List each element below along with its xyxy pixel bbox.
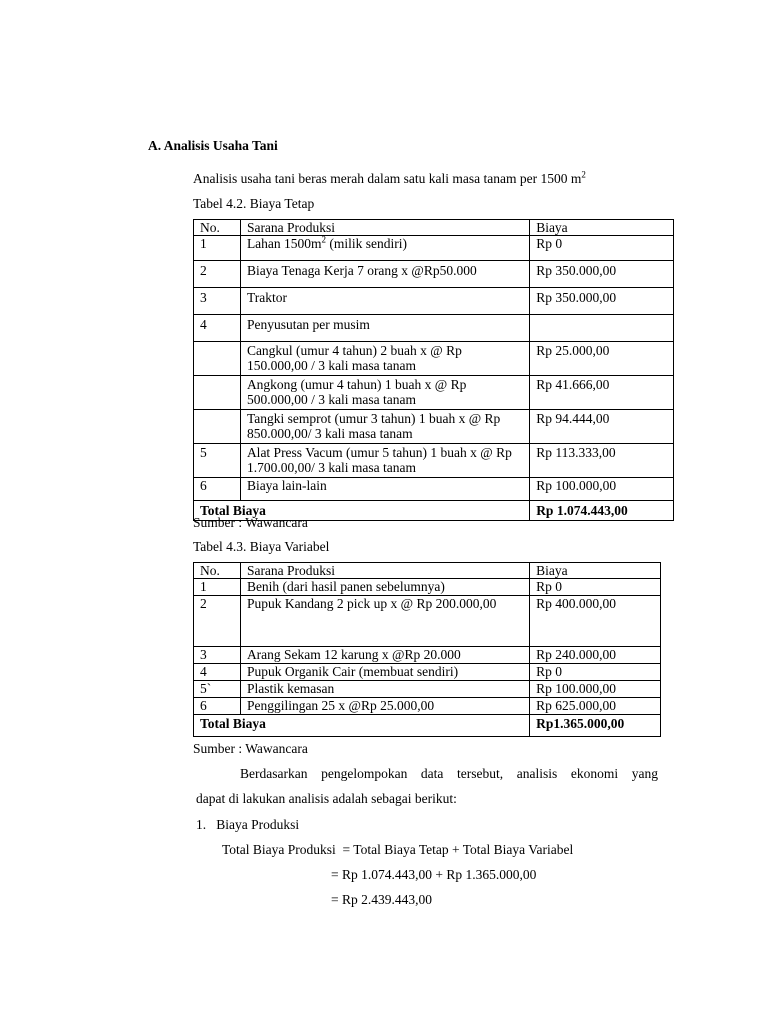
table-row — [194, 596, 661, 647]
row-no: 3 — [194, 288, 241, 315]
row-item: Angkong (umur 4 tahun) 1 buah x @ Rp 500.000,00 / 3 kali masa tanam — [240, 376, 529, 410]
intro-text-main: Analisis usaha tani beras merah dalam satu kali masa tanam per 1500 m — [193, 171, 582, 186]
formula-line-1: Total Biaya Produksi = Total Biaya Tetap + Total Biaya Variabel — [222, 842, 574, 857]
table-row — [194, 664, 661, 681]
header-item: Sarana Produksi — [240, 220, 529, 236]
table-row — [194, 315, 674, 342]
total-row — [194, 715, 661, 737]
header-cost: Biaya — [530, 563, 661, 579]
total-label: Total Biaya — [194, 501, 530, 521]
table1-caption: Tabel 4.2. Biaya Tetap — [193, 196, 315, 211]
total-label: Total Biaya — [194, 715, 530, 737]
total-value: Rp 1.074.443,00 — [530, 501, 674, 521]
row-cost: Rp 0 — [530, 579, 661, 596]
row-no — [194, 376, 241, 410]
row-item-text-after: (milik sendiri) — [326, 236, 408, 251]
row-no: 3 — [194, 647, 241, 664]
header-cost: Biaya — [530, 220, 674, 236]
table-row — [194, 698, 661, 715]
table2-caption: Tabel 4.3. Biaya Variabel — [193, 539, 330, 554]
section-title: A. Analisis Usaha Tani — [148, 138, 278, 153]
table-row — [194, 444, 674, 478]
row-no: 1 — [194, 579, 241, 596]
row-no: 5 — [194, 444, 241, 478]
table-header-row — [194, 563, 661, 579]
variable-cost-table — [193, 562, 661, 737]
row-cost: Rp 100.000,00 — [530, 478, 674, 501]
row-cost: Rp 0 — [530, 664, 661, 681]
row-item: Arang Sekam 12 karung x @Rp 20.000 — [240, 647, 529, 664]
header-item: Sarana Produksi — [240, 563, 529, 579]
table-row — [194, 236, 674, 261]
row-item-superscript: 2 — [321, 234, 327, 245]
row-cost: Rp 100.000,00 — [530, 681, 661, 698]
table1-source: Sumber : Wawancara — [193, 515, 308, 530]
row-no: 6 — [194, 698, 241, 715]
paragraph-line-1: Berdasarkan pengelompokan data tersebut, analisis ekonomi yang — [240, 766, 658, 781]
row-cost — [530, 315, 674, 342]
row-no: 6 — [194, 478, 241, 501]
table2-source: Sumber : Wawancara — [193, 741, 308, 756]
row-no: 1 — [194, 236, 241, 261]
row-cost: Rp 625.000,00 — [530, 698, 661, 715]
header-no: No. — [194, 220, 241, 236]
row-cost: Rp 25.000,00 — [530, 342, 674, 376]
row-item-text: Lahan 1500m — [246, 236, 322, 251]
row-no — [194, 342, 241, 376]
header-no: No. — [194, 563, 241, 579]
table-header-row — [194, 220, 674, 236]
table-row — [194, 410, 674, 444]
table-row — [194, 647, 661, 664]
row-cost: Rp 400.000,00 — [530, 596, 661, 647]
row-no: 2 — [194, 261, 241, 288]
row-cost: Rp 41.666,00 — [530, 376, 674, 410]
intro-text — [193, 171, 586, 187]
row-cost: Rp 350.000,00 — [530, 261, 674, 288]
row-item: Biaya Tenaga Kerja 7 orang x @Rp50.000 — [240, 261, 529, 288]
row-cost: Rp 0 — [530, 236, 674, 261]
row-item: Cangkul (umur 4 tahun) 2 buah x @ Rp 150.000,00 / 3 kali masa tanam — [240, 342, 529, 376]
table-row — [194, 342, 674, 376]
row-item: Alat Press Vacum (umur 5 tahun) 1 buah x @ Rp 1.700.00,00/ 3 kali masa tanam — [240, 444, 529, 478]
row-cost: Rp 350.000,00 — [530, 288, 674, 315]
row-item: Penyusutan per musim — [240, 315, 529, 342]
paragraph-line-2: dapat di lakukan analisis adalah sebagai berikut: — [196, 791, 457, 806]
fixed-cost-table — [193, 219, 674, 521]
row-cost: Rp 113.333,00 — [530, 444, 674, 478]
row-item: Tangki semprot (umur 3 tahun) 1 buah x @ Rp 850.000,00/ 3 kali masa tanam — [240, 410, 529, 444]
row-no: 4 — [194, 664, 241, 681]
row-no: 2 — [194, 596, 241, 647]
row-item: Benih (dari hasil panen sebelumnya) — [240, 579, 529, 596]
row-item — [240, 236, 529, 261]
table-row — [194, 261, 674, 288]
row-item: Plastik kemasan — [240, 681, 529, 698]
table-row — [194, 681, 661, 698]
table-row — [194, 376, 674, 410]
row-no: 4 — [194, 315, 241, 342]
total-value: Rp1.365.000,00 — [530, 715, 661, 737]
table-row — [194, 579, 661, 596]
formula-line-2: = Rp 1.074.443,00 + Rp 1.365.000,00 — [331, 867, 537, 882]
row-item: Biaya lain-lain — [240, 478, 529, 501]
table-row — [194, 478, 674, 501]
table-row — [194, 288, 674, 315]
row-item: Penggilingan 25 x @Rp 25.000,00 — [240, 698, 529, 715]
intro-text-superscript: 2 — [581, 169, 586, 180]
formula-line-3: = Rp 2.439.443,00 — [331, 892, 432, 907]
row-cost: Rp 94.444,00 — [530, 410, 674, 444]
row-item: Pupuk Kandang 2 pick up x @ Rp 200.000,00 — [240, 596, 529, 647]
row-cost: Rp 240.000,00 — [530, 647, 661, 664]
row-no: 5` — [194, 681, 241, 698]
row-item: Pupuk Organik Cair (membuat sendiri) — [240, 664, 529, 681]
list-item-biaya-produksi: 1. Biaya Produksi — [196, 817, 300, 832]
row-item: Traktor — [240, 288, 529, 315]
row-no — [194, 410, 241, 444]
